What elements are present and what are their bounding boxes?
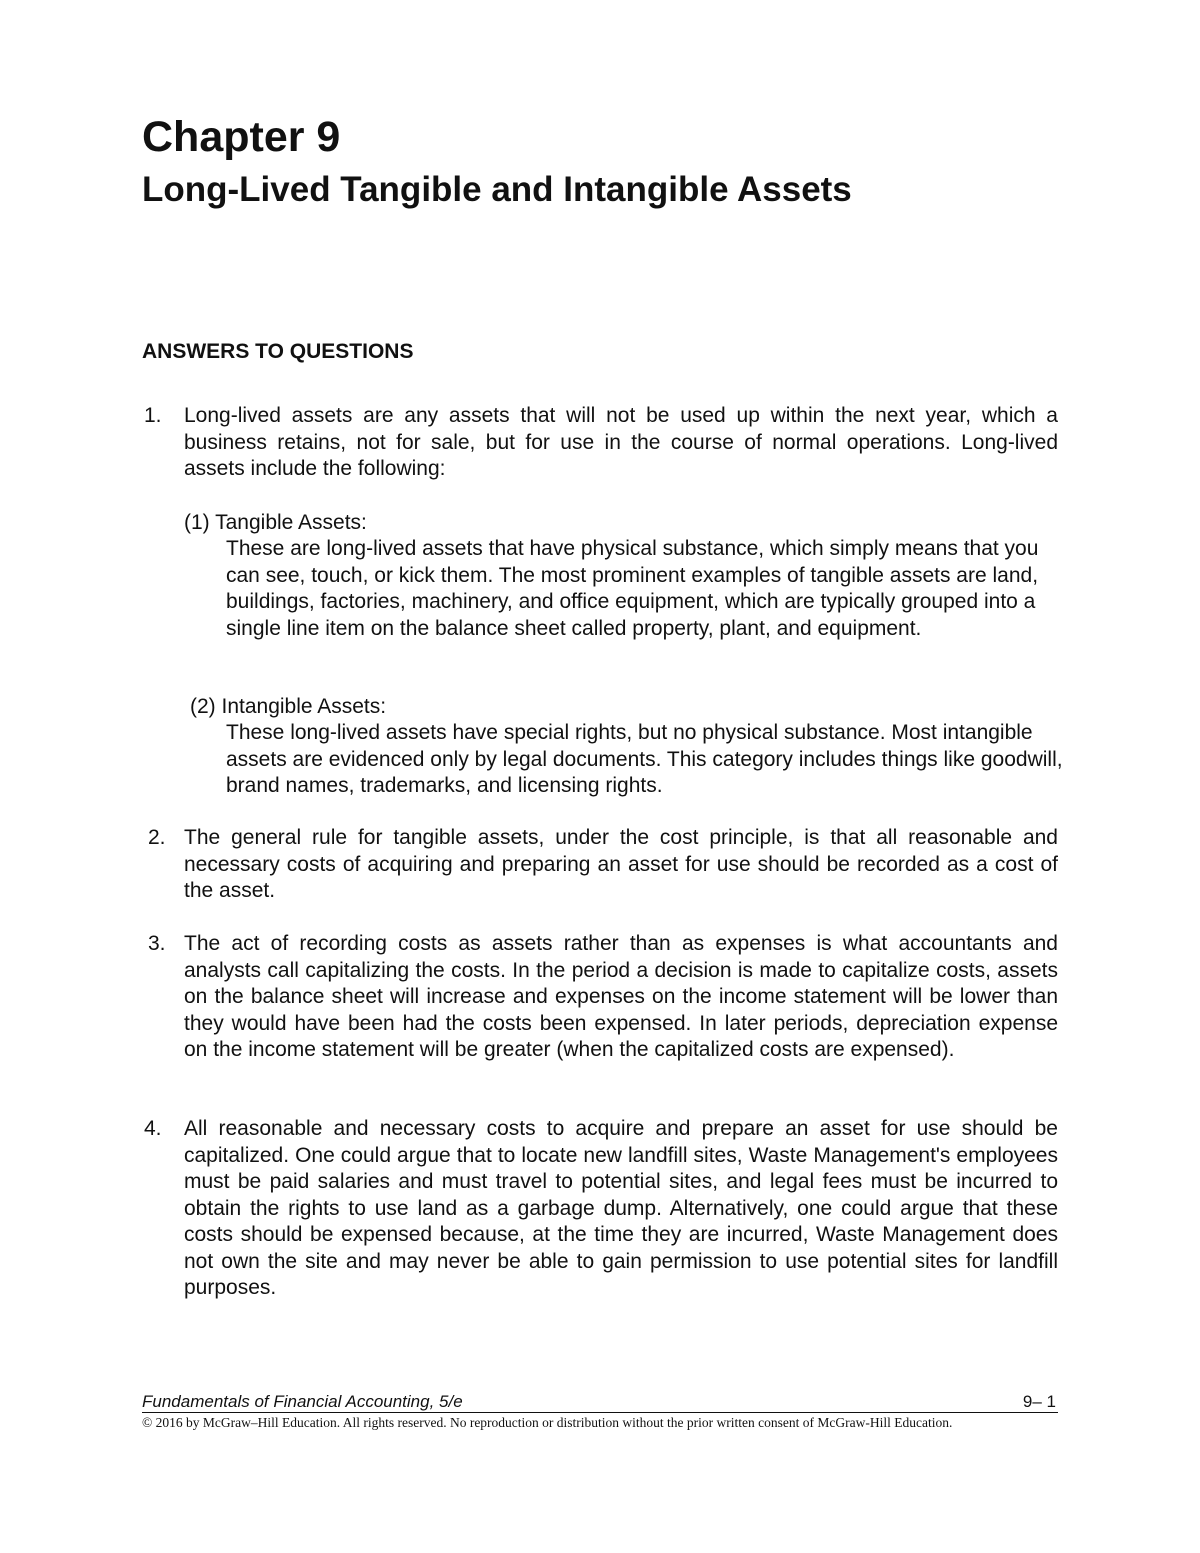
question-number: 2. [148, 826, 166, 849]
question-1 [142, 403, 1058, 483]
question-3 [142, 931, 1058, 1064]
subitem-label-intangible: (2) Intangible Assets: [190, 695, 387, 718]
copyright-notice: © 2016 by McGraw–Hill Education. All rights reserved. No reproduction or distribution without the prior written consent of McGraw-Hill Education. [142, 1415, 953, 1430]
question-number: 1. [144, 404, 162, 427]
footer-book-title: Fundamentals of Financial Accounting, 5/e [142, 1392, 463, 1411]
subitem-text-tangible: These are long-lived assets that have physical substance, which simply means that you can see, touch, or kick them. The most prominent examples of tangible assets are land, buildings, factories, machinery, and office equipment, which are typically grouped into a single line item on the balance sheet called property, plant, and equipment. [226, 537, 1039, 640]
question-text: The general rule for tangible assets, under the cost principle, is that all reasonable and necessary costs of acquiring and preparing an asset for use should be recorded as a cost of the asset. [184, 826, 1058, 902]
subitem-text-intangible: These long-lived assets have special rights, but no physical substance. Most intangible assets are evidenced only by legal documents. This category includes things like goodwill, brand names, trademarks, and licensing rights. [226, 721, 1063, 797]
chapter-subtitle: Long-Lived Tangible and Intangible Assets [142, 170, 852, 209]
subitem-label-tangible: (1) Tangible Assets: [184, 511, 367, 534]
question-number: 4. [144, 1117, 162, 1140]
chapter-title: Chapter 9 [142, 113, 341, 161]
section-heading: ANSWERS TO QUESTIONS [142, 340, 414, 363]
question-number: 3. [148, 932, 166, 955]
page-footer [142, 1392, 1058, 1413]
question-text: Long-lived assets are any assets that will not be used up within the next year, which a business retains, not for sale, but for use in the course of normal operations. Long-lived assets include the following: [184, 404, 1058, 480]
question-text: All reasonable and necessary costs to acquire and prepare an asset for use should be capitalized. One could argue that to locate new landfill sites, Waste Management's employees must be paid salaries and must travel to potential sites, and legal fees must be incurred to obtain the rights to use land as a garbage dump. Alternatively, one could argue that these costs should be expensed because, at the time they are incurred, Waste Management does not own the site and may never be able to gain permission to use potential sites for landfill purposes. [184, 1117, 1058, 1299]
question-4 [142, 1116, 1058, 1302]
footer-page-number: 9– 1 [1022, 1392, 1056, 1411]
question-text: The act of recording costs as assets rather than as expenses is what accountants and analysts call capitalizing the costs. In the period a decision is made to capitalize costs, assets on the balance sheet will increase and expenses on the income statement will be lower than they would have been had the costs been expensed. In later periods, depreciation expense on the income statement will be greater (when the capitalized costs are expensed). [184, 932, 1058, 1061]
question-2 [142, 825, 1058, 905]
